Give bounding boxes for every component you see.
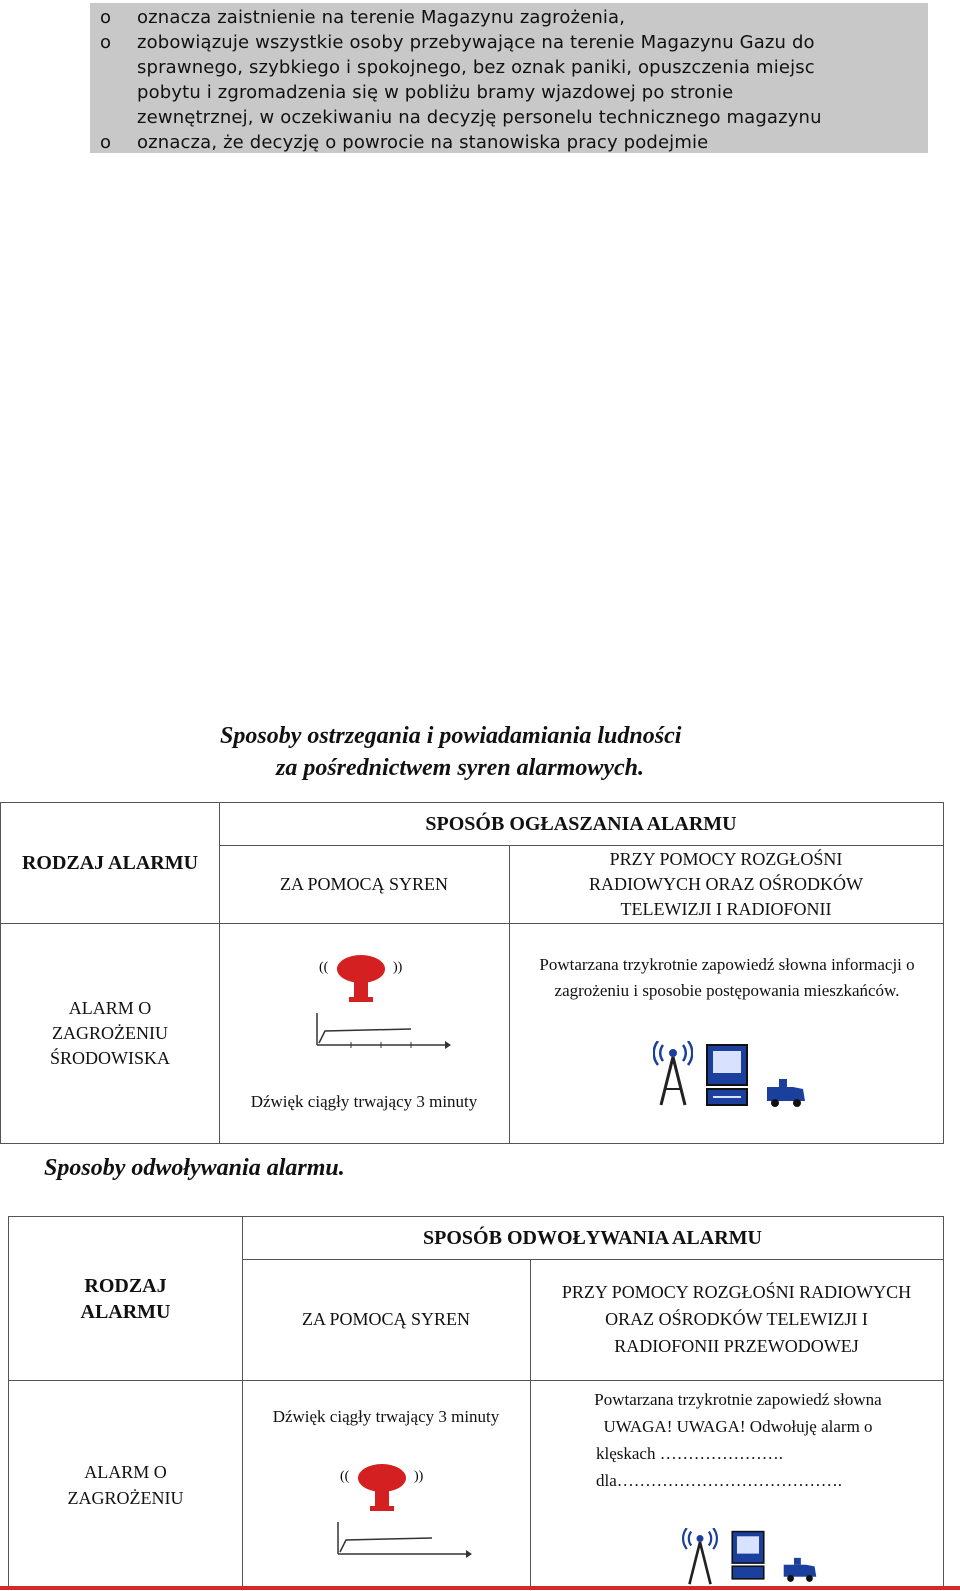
header-radio-tv: PRZY POMOCY ROZGŁOŚNI RADIOWYCH ORAZ OŚRODKÓW TELEWIZJI I RADIOFONII xyxy=(589,848,863,919)
header-sirens: ZA POMOCĄ SYREN xyxy=(301,1309,471,1329)
siren-cell xyxy=(242,1380,530,1589)
header-alarm-type: RODZAJ ALARMU xyxy=(80,1274,171,1323)
list-line: zobowiązuje wszystkie osoby przebywające na terenie Magazynu Gazu do xyxy=(137,32,815,53)
radio-cell xyxy=(530,1380,943,1589)
radio-tower-icon xyxy=(653,1041,693,1107)
section-subtitle: za pośrednictwem syren alarmowych. xyxy=(276,755,645,781)
radio-tower-icon xyxy=(680,1528,720,1586)
truck-icon xyxy=(782,1554,818,1584)
list-line: pobytu i zgromadzenia się w pobliżu bramy wjazdowej po stronie xyxy=(137,82,734,103)
list-bullet: o xyxy=(100,32,112,53)
svg-text:((: (( xyxy=(340,1469,350,1484)
radio-description: Powtarzana trzykrotnie zapowiedź słowna informacji o zagrożeniu i sposobie postępowania mieszkańców. xyxy=(539,955,915,1000)
radio-announcement-line: Powtarzana trzykrotnie zapowiedź słowna xyxy=(594,1390,882,1409)
list-line: zewnętrznej, w oczekiwaniu na decyzję personelu technicznego magazynu xyxy=(137,107,822,128)
truck-icon xyxy=(765,1075,807,1109)
list-line: oznacza zaistnienie na terenie Magazynu zagrożenia, xyxy=(137,7,626,28)
siren-description: Dźwięk ciągły trwający 3 minuty xyxy=(250,1091,478,1111)
bottom-red-border xyxy=(0,1586,960,1590)
siren-icon xyxy=(311,945,451,1055)
siren-description: Dźwięk ciągły trwający 3 minuty xyxy=(272,1406,500,1426)
list-line: sprawnego, szybkiego i spokojnego, bez oznak paniki, opuszczenia miejsc xyxy=(137,57,815,78)
header-radio-tv-wired: PRZY POMOCY ROZGŁOŚNI RADIOWYCH ORAZ OŚRODKÓW TELEWIZJI I RADIOFONII PRZEWODOWEJ xyxy=(561,1282,912,1356)
section-title: Sposoby ostrzegania i powiadamiania ludności xyxy=(220,723,682,749)
radio-announcement-line: klęskach …………………. xyxy=(596,1444,783,1463)
section-title: Sposoby odwoływania alarmu. xyxy=(44,1155,345,1181)
svg-text:)): )) xyxy=(393,960,403,975)
computer-icon xyxy=(705,1043,749,1109)
list-line: oznacza, że decyzję o powrocie na stanowiska pracy podejmie xyxy=(137,132,709,153)
siren-icon xyxy=(332,1454,472,1564)
row-alarm-threat: ALARM O ZAGROŻENIU xyxy=(67,1461,184,1508)
computer-icon xyxy=(730,1530,766,1582)
alarm-announcement-table xyxy=(0,802,944,1144)
radio-announcement-line: dla…………………………………. xyxy=(596,1471,843,1490)
radio-announcement-line: UWAGA! UWAGA! Odwołuję alarm o xyxy=(603,1417,873,1436)
alarm-cancellation-table xyxy=(8,1216,944,1590)
svg-text:)): )) xyxy=(414,1469,424,1484)
svg-text:((: (( xyxy=(319,960,329,975)
list-bullet: o xyxy=(100,132,112,153)
header-cancellation-method: SPOSÓB ODWOŁYWANIA ALARMU xyxy=(423,1226,762,1249)
header-announcement-method: SPOSÓB OGŁASZANIA ALARMU xyxy=(425,812,737,835)
siren-cell xyxy=(219,923,509,1143)
row-alarm-environment: ALARM O ZAGROŻENIU ŚRODOWISKA xyxy=(49,997,170,1068)
header-sirens: ZA POMOCĄ SYREN xyxy=(279,873,449,894)
header-alarm-type: RODZAJ ALARMU xyxy=(21,852,199,874)
radio-cell xyxy=(509,923,943,1143)
list-bullet: o xyxy=(100,7,112,28)
